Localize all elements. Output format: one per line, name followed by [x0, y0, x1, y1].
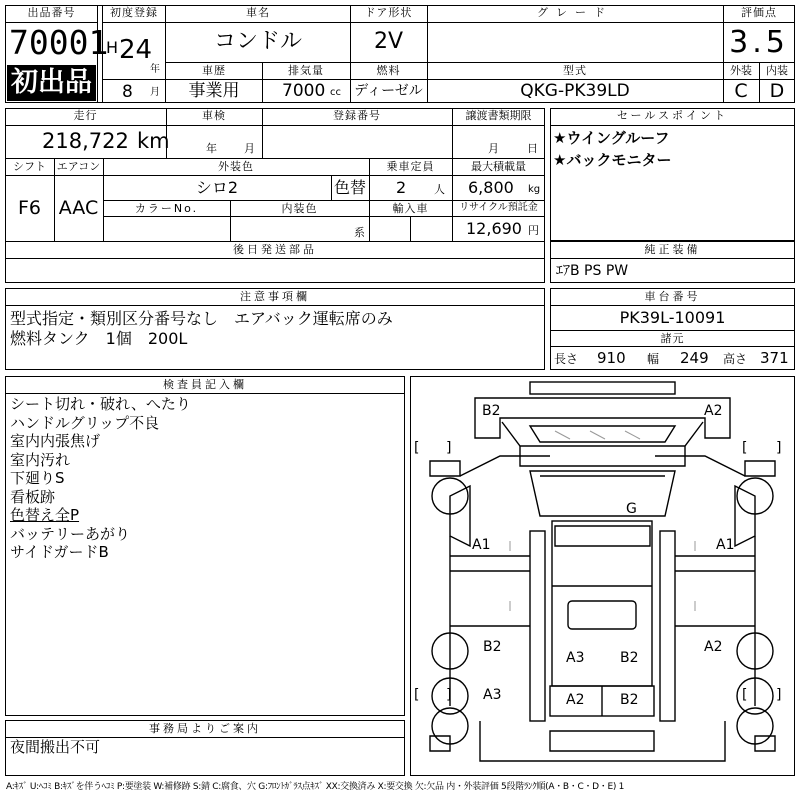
registration-label: 登録番号 — [333, 109, 381, 122]
length-label: 長さ — [554, 352, 579, 366]
displacement-unit: cc — [330, 87, 341, 98]
capacity-label: 乗車定員 — [386, 160, 435, 173]
sales-points-label: セールスポイント — [616, 109, 728, 122]
import-label: 輸入車 — [392, 202, 429, 215]
length-value: 910 — [597, 349, 626, 367]
damage-mark: B2 — [620, 650, 639, 666]
office-note: 夜間搬出不可 — [10, 738, 101, 756]
inspector-notes — [10, 395, 400, 562]
inspection-month-unit: 月 — [244, 142, 255, 155]
displacement-value: 7000 — [282, 81, 326, 101]
fuel-label: 燃料 — [376, 64, 401, 77]
caution-line-2: 燃料タンク 1個 200L — [10, 329, 188, 348]
bracket-mark: [ — [742, 440, 748, 456]
damage-mark: A2 — [704, 403, 723, 419]
score-label: 評価点 — [741, 6, 777, 19]
capacity-value: 2 — [396, 178, 407, 197]
damage-mark: A3 — [566, 650, 585, 666]
interior-color-unit: 系 — [354, 226, 365, 239]
inspector-note: 室内汚れ — [10, 450, 71, 469]
displacement-label: 排気量 — [288, 64, 324, 77]
car-name-label: 車名 — [246, 6, 270, 19]
damage-mark: B2 — [483, 639, 502, 655]
aircon-label: エアコン — [56, 160, 101, 173]
first-listing-text: 初出品 — [11, 67, 92, 98]
mileage-value: 218,722 — [42, 129, 129, 153]
first-reg-label: 初度登録 — [110, 6, 158, 19]
transfer-deadline-label: 譲渡書類期限 — [465, 109, 532, 122]
equipment-value: ｴｱB PS PW — [556, 263, 629, 279]
shift-value: F6 — [17, 197, 42, 219]
first-reg-month-unit: 月 — [150, 87, 160, 98]
damage-mark: A3 — [483, 687, 502, 703]
bracket-mark: ] — [446, 687, 452, 703]
first-reg-year-unit: 年 — [150, 64, 160, 75]
car-name: コンドル — [213, 29, 302, 54]
recycle-value: 12,690 — [466, 219, 522, 238]
model-code-label: 型式 — [563, 64, 587, 77]
inspector-note: バッテリーあがり — [10, 524, 131, 543]
caution-line-1: 型式指定・類別区分番号なし エアバック運転席のみ — [10, 309, 393, 328]
chassis-label: 車台番号 — [644, 290, 701, 303]
grade-label: グレード — [537, 6, 613, 19]
inspector-note: 下廻りS — [10, 469, 65, 487]
color-code-label: カラーNo. — [134, 202, 199, 215]
inspector-note: 色替え全P — [10, 506, 80, 524]
first-reg-year: 24 — [119, 35, 153, 65]
color-repaint: 色替 — [333, 178, 366, 197]
equipment-label: 純正装備 — [644, 243, 701, 256]
lot-number-label: 出品番号 — [27, 6, 76, 19]
max-load-value: 6,800 — [468, 178, 514, 197]
office-label: 事務局よりご案内 — [149, 722, 261, 735]
inspector-note: 室内内張焦げ — [10, 432, 101, 450]
width-value: 249 — [680, 349, 709, 367]
interior-label: 内装 — [766, 64, 788, 77]
interior-score: D — [769, 80, 785, 102]
damage-mark: B2 — [620, 692, 639, 708]
width-label: 幅 — [647, 352, 660, 366]
damage-mark: B2 — [482, 403, 501, 419]
truck-diagram — [410, 376, 795, 776]
damage-mark: A1 — [472, 537, 491, 553]
inspector-note: ハンドルグリップ不良 — [10, 413, 160, 432]
sales-point-2: ★バックモニター — [553, 151, 672, 169]
bracket-mark: [ — [742, 687, 748, 703]
mileage-unit: km — [137, 129, 170, 153]
exterior-label: 外装 — [730, 64, 752, 77]
bracket-mark: ] — [776, 440, 782, 456]
bracket-mark: ] — [776, 687, 782, 703]
recycle-unit: 円 — [528, 224, 539, 237]
max-load-unit: kg — [528, 184, 541, 195]
sales-point-1: ★ウイングルーフ — [553, 129, 670, 147]
height-value: 371 — [760, 349, 789, 367]
mileage-label: 走行 — [73, 109, 98, 122]
chassis-number: PK39L-10091 — [619, 308, 726, 327]
fuel-type: ディーゼル — [354, 83, 423, 99]
exterior-color: シロ2 — [195, 178, 239, 197]
damage-mark: A2 — [566, 692, 585, 708]
inspector-note: シート切れ・破れ、へたり — [10, 395, 191, 413]
bracket-mark: [ — [414, 687, 420, 703]
door-type: 2V — [373, 29, 404, 54]
lot-number: 70001 — [9, 23, 109, 62]
exterior-score: C — [734, 80, 748, 102]
exterior-color-label: 外装色 — [218, 160, 254, 173]
inspector-label: 検査員記入欄 — [163, 378, 247, 391]
damage-mark: G — [626, 501, 637, 517]
model-code: QKG-PK39LD — [520, 81, 630, 101]
vehicle-history: 事業用 — [188, 81, 240, 101]
transfer-month-unit: 月 — [488, 142, 499, 155]
caution-label: 注意事項欄 — [240, 290, 310, 303]
bracket-mark: ] — [446, 440, 452, 456]
sales-points-box — [550, 108, 795, 241]
capacity-unit: 人 — [434, 183, 445, 196]
overall-score: 3.5 — [729, 25, 789, 60]
bracket-mark: [ — [414, 440, 420, 456]
max-load-label: 最大積載量 — [471, 160, 526, 173]
damage-mark: A1 — [716, 537, 735, 553]
first-reg-month: 8 — [122, 82, 133, 102]
shift-label: シフト — [13, 160, 46, 173]
legend-text: A:ｷｽﾞ U:ﾍｺﾐ B:ｷｽﾞを伴うﾍｺﾐ P:要塗装 W:補修跡 S:錆 C:腐食、穴 G:ﾌﾛﾝﾄｶﾞﾗｽ点ｷｽﾞ XX:交換済み X:要交換 欠:欠品 内・外装評価 5段階ﾗﾝｸ順(A・B・C・D・E) 1 — [6, 782, 625, 792]
inspection-year-unit: 年 — [206, 142, 217, 155]
first-reg-era: H — [106, 38, 119, 57]
interior-color-label: 内装色 — [281, 202, 318, 215]
specs-label: 諸元 — [660, 332, 685, 345]
inspector-note: 看板跡 — [10, 487, 56, 506]
door-label: ドア形状 — [364, 6, 413, 19]
history-label: 車歴 — [202, 64, 226, 77]
inspection-label: 車検 — [202, 109, 226, 122]
transfer-day-unit: 日 — [527, 142, 538, 155]
later-parts-label: 後日発送部品 — [233, 243, 317, 256]
height-label: 高さ — [723, 352, 748, 366]
damage-mark: A2 — [704, 639, 723, 655]
aircon-value: AAC — [58, 197, 99, 219]
recycle-label: リサイクル預託金 — [459, 202, 538, 213]
inspector-note: サイドガードB — [10, 543, 109, 561]
